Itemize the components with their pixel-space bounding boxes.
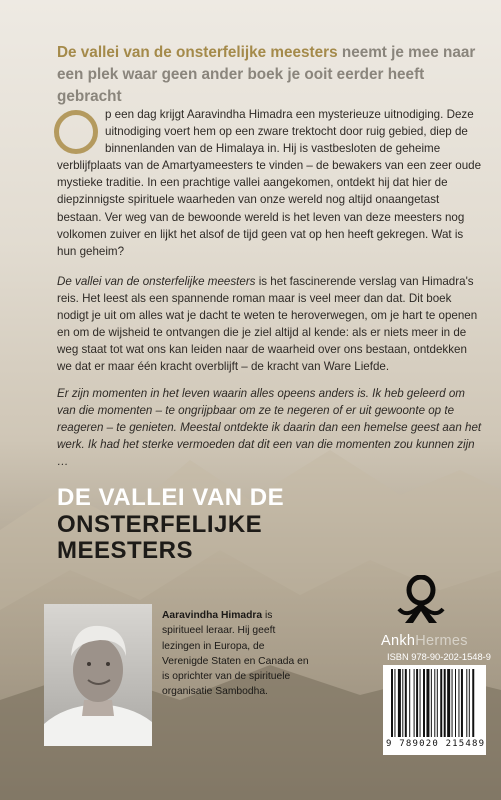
author-bio-text: is spiritueel leraar. Hij geeft lezingen in Europa, de Verenigde Staten en Canada en is oprichter van de spirituele organisatie Sambodha. [162,610,309,698]
barcode-number: 9 789020 215489 [386,739,486,749]
intro-statement [57,42,477,108]
author-name: Aaravindha Himadra [162,610,263,621]
barcode [383,665,486,755]
author-bio [162,608,312,700]
description-paragraph-1 [57,106,483,260]
description-paragraph-2 [57,273,483,376]
book-title-line-2: ONSTERFELIJKE [57,511,263,538]
barcode-bars-icon [391,669,479,737]
book-title-line-1: DE VALLEI VAN DE [57,484,285,511]
intro-highlight: De vallei van de onsterfelijke meesters [57,44,338,61]
publisher-name [381,633,468,649]
isbn-label: ISBN 978-90-202-1548-9 [387,652,491,662]
book-title-lines [57,512,262,564]
publisher-part-2: Hermes [415,633,468,649]
para1-text: p een dag krijgt Aaravindha Himadra een mysterieuze uitnodiging. Deze uitnodiging voert hem op een zware trektocht door ruig gebied, diep de binnenlanden van de Himalaya in. Hij is vastbesloten de geheime verblijfplaats van de Amartyameesters te vinden – de bewakers van een zeer oude mystieke traditie. In een prachtige vallei aangekomen, ontdekt hij dat hier de diepzinnigste spirituele waarheden van onze wereld nog altijd onaangetast bestaan. Ver weg van de bewoonde wereld is het leven van deze meesters nog volkomen zuiver en lijkt het alsof de tijd geen vat op hen heeft gekregen. Wat is hun geheim? [57,108,482,258]
intro-rest: neemt je mee naar een plek waar geen ander boek je ooit eerder heeft gebracht [57,44,476,105]
para2-text: is het fascinerende verslag van Himadra's reis. Het leest als een spannende roman maar is veel meer dan dat. Dit boek nodigt je uit om alles wat je dacht te weten te heroverwegen, om je hart te openen en om de wijsheid te ontvangen die je ziel altijd al kende: als er niets meer in de weg staat tot wat ons kan leiden naar de waarheid over ons bestaan, ontdekken we dat er maar één kracht overblijft – de kracht van Ware Liefde. [57,275,478,374]
author-photo [44,604,152,746]
author-portrait-icon [44,604,152,746]
book-title-line-3: MEESTERS [57,537,194,564]
drop-cap-o [54,110,98,154]
para2-title: De vallei van de onsterfelijke meesters [57,275,256,288]
publisher-logo-icon [395,575,447,630]
quote-paragraph: Er zijn momenten in het leven waarin alles opeens anders is. Ik heb geleerd om van die momenten – te ongrijpbaar om ze te negeren of er uit gewoonte op te reageren – te genieten. Meestal ontdekte ik daarin dan een hemelse geest aan het werk. Ik had het sterke vermoeden dat dit een van die momenten zou kunnen zijn … [57,387,482,469]
publisher-part-1: Ankh [381,633,416,649]
